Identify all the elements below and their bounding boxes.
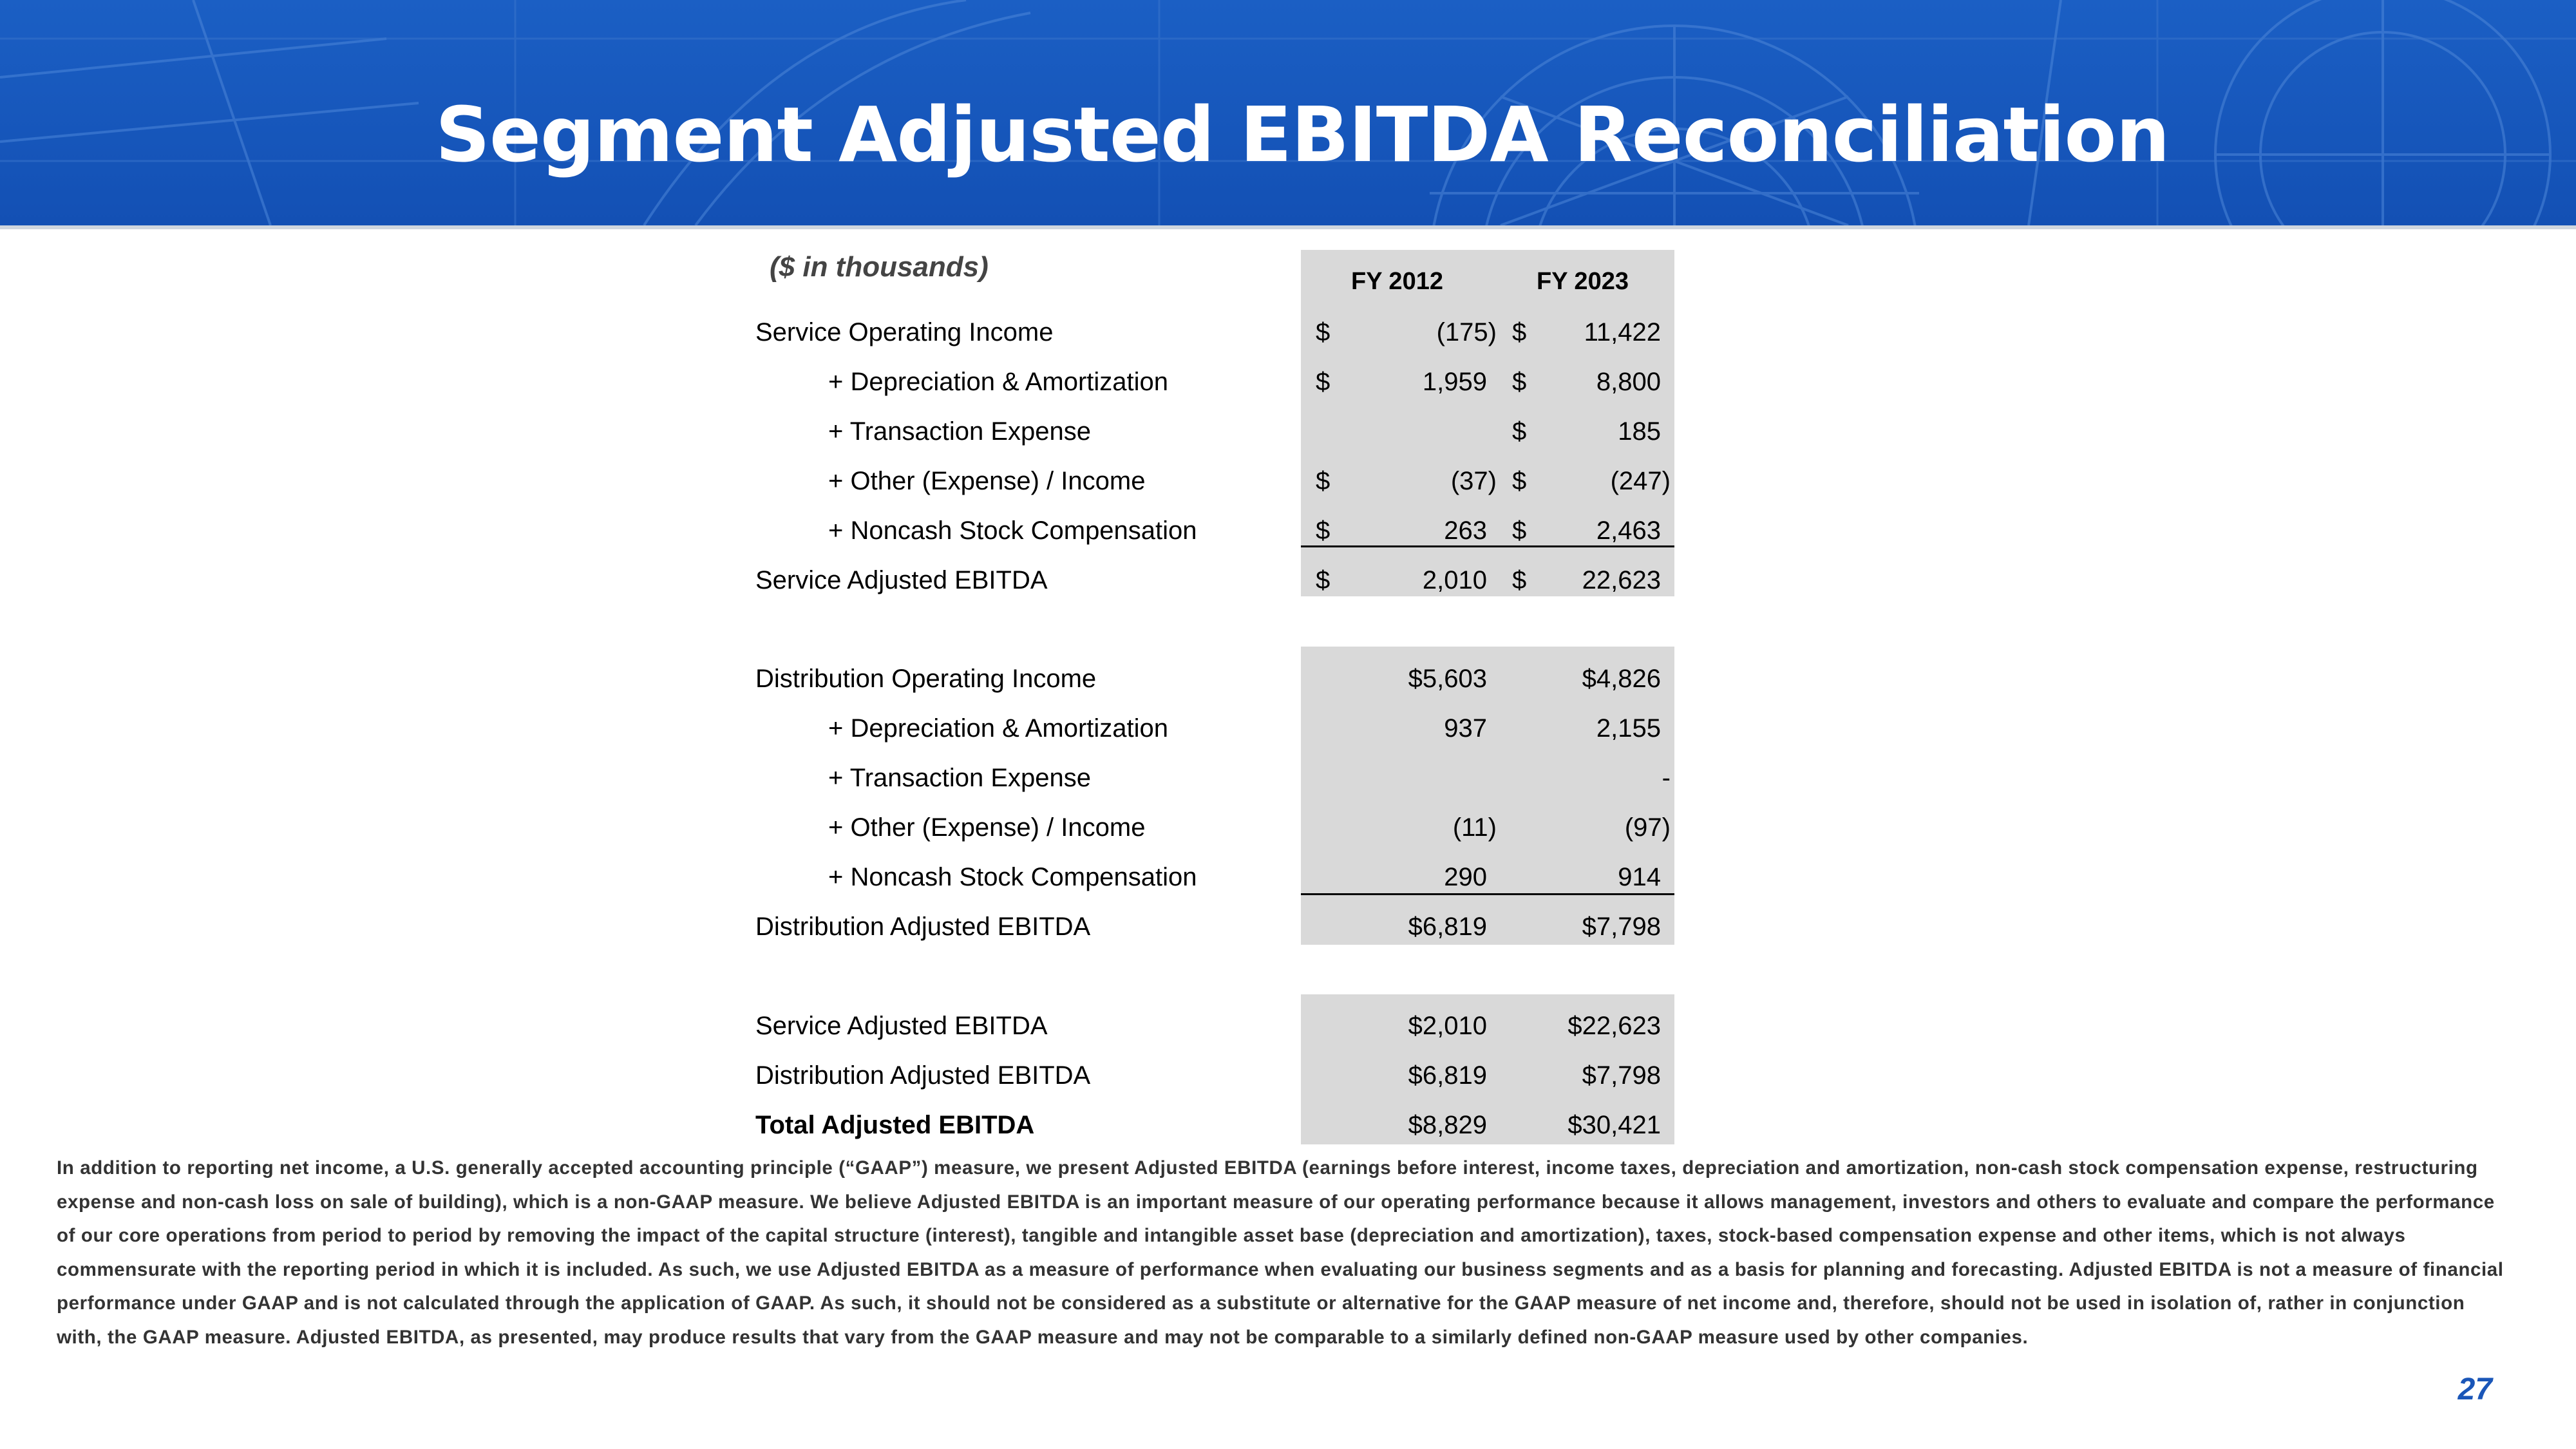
fy2023-value: 914 <box>1618 863 1661 891</box>
fy2012-value: $2,010 <box>1408 1012 1487 1040</box>
table-row <box>0 513 2576 562</box>
subtotal-rule <box>1301 893 1674 895</box>
currency-symbol: $ <box>1512 516 1527 545</box>
currency-symbol: $ <box>1512 318 1527 346</box>
fy2023-value: (247) <box>1610 467 1671 495</box>
currency-symbol: $ <box>1316 566 1331 594</box>
fy2023-value: 8,800 <box>1596 368 1661 396</box>
row-label: Service Adjusted EBITDA <box>755 1012 1048 1040</box>
row-label: Service Operating Income <box>755 318 1054 346</box>
page-title: Segment Adjusted EBITDA Reconciliation <box>435 90 2170 179</box>
subtotal-rule <box>1301 545 1674 547</box>
fy2023-value: 22,623 <box>1582 566 1661 594</box>
currency-symbol: $ <box>1316 318 1331 346</box>
fy2023-value: 11,422 <box>1584 318 1661 346</box>
page-number: 27 <box>2458 1372 2492 1406</box>
row-label: + Other (Expense) / Income <box>828 467 1146 495</box>
footnote-disclaimer: In addition to reporting net income, a U.S. generally accepted accounting principle (“GAAP”) measure, we present Adjusted EBITDA (earnings before interest, income taxes, depreciation and amortization, non-cash stock compensation expense, restructuring expense and non-cash loss on sale of building), which is a non-GAAP measure. We believe Adjusted EBITDA is an important measure of our operating performance because it allows management, investors and others to evaluate and compare the performance of our core operations from period to period by removing the impact of the capital structure (interest), tangible and intangible asset base (depreciation and amortization), taxes, stock-based compensation expense and other items, which is not always commensurate with the reporting period in which it is included. As such, we use Adjusted EBITDA as a measure of performance when evaluating our business segments and as a basis for planning and forecasting. Adjusted EBITDA is not a measure of financial performance under GAAP and is not calculated through the application of GAAP. As such, it should not be considered as a substitute or alternative for the GAAP measure of net income and, therefore, should not be used in isolation of, rather in conjunction with, the GAAP measure. Adjusted EBITDA, as presented, may produce results that vary from the GAAP measure and may not be comparable to a similarly defined non-GAAP measure used by other companies. <box>57 1157 2504 1348</box>
fy2023-value: - <box>1662 764 1671 792</box>
row-label: + Noncash Stock Compensation <box>828 863 1197 891</box>
table-row <box>0 1008 2576 1057</box>
fy2012-value: 937 <box>1444 714 1487 743</box>
header-banner <box>0 0 2576 225</box>
fy2012-value: $6,819 <box>1408 913 1487 941</box>
row-label: + Transaction Expense <box>828 764 1092 792</box>
currency-symbol: $ <box>1316 368 1331 396</box>
currency-symbol: $ <box>1316 516 1331 545</box>
fy2023-value: $7,798 <box>1582 913 1661 941</box>
fy2023-value: (97) <box>1624 813 1671 842</box>
row-label: Distribution Adjusted EBITDA <box>755 1061 1091 1090</box>
table-row-total <box>0 909 2576 958</box>
fy2023-value: $22,623 <box>1567 1012 1661 1040</box>
units-note: ($ in thousands) <box>770 251 989 283</box>
fy2023-value: $4,826 <box>1582 665 1661 693</box>
table-row <box>0 810 2576 859</box>
fy2023-value: $30,421 <box>1567 1111 1661 1139</box>
row-label: + Other (Expense) / Income <box>828 813 1146 842</box>
table-row <box>0 859 2576 909</box>
currency-symbol: $ <box>1512 417 1527 446</box>
table-row <box>0 1057 2576 1107</box>
currency-symbol: $ <box>1512 566 1527 594</box>
row-label: + Depreciation & Amortization <box>828 368 1169 396</box>
table-row-total <box>0 562 2576 612</box>
fy2012-value: (37) <box>1450 467 1497 495</box>
row-label: Distribution Adjusted EBITDA <box>755 913 1091 941</box>
table-row <box>0 413 2576 463</box>
header-divider <box>0 225 2576 229</box>
currency-symbol: $ <box>1316 467 1331 495</box>
fy2012-value: 290 <box>1444 863 1487 891</box>
currency-symbol: $ <box>1512 467 1527 495</box>
table-row <box>0 463 2576 513</box>
fy2012-value: $6,819 <box>1408 1061 1487 1090</box>
row-label: Total Adjusted EBITDA <box>755 1111 1035 1139</box>
currency-symbol: $ <box>1512 368 1527 396</box>
fy2012-value: $5,603 <box>1408 665 1487 693</box>
fy2023-value: 185 <box>1618 417 1661 446</box>
fy2012-value: 263 <box>1444 516 1487 545</box>
table-row <box>0 661 2576 710</box>
row-label: + Transaction Expense <box>828 417 1092 446</box>
row-label: + Noncash Stock Compensation <box>828 516 1197 545</box>
row-label: Distribution Operating Income <box>755 665 1097 693</box>
fy2012-value: 1,959 <box>1422 368 1487 396</box>
row-label: + Depreciation & Amortization <box>828 714 1169 743</box>
table-row <box>0 760 2576 810</box>
fy2012-value: $8,829 <box>1408 1111 1487 1139</box>
column-header-fy2012: FY 2012 <box>1351 268 1443 295</box>
fy2023-value: 2,155 <box>1596 714 1661 743</box>
table-row <box>0 710 2576 760</box>
table-row <box>0 314 2576 364</box>
column-header-fy2023: FY 2023 <box>1537 268 1629 295</box>
fy2012-value: (11) <box>1452 813 1497 842</box>
fy2023-value: 2,463 <box>1596 516 1661 545</box>
fy2023-value: $7,798 <box>1582 1061 1661 1090</box>
table-row <box>0 364 2576 413</box>
fy2012-value: (175) <box>1436 318 1497 346</box>
fy2012-value: 2,010 <box>1422 566 1487 594</box>
table-row-total <box>0 1107 2576 1157</box>
row-label: Service Adjusted EBITDA <box>755 566 1048 594</box>
